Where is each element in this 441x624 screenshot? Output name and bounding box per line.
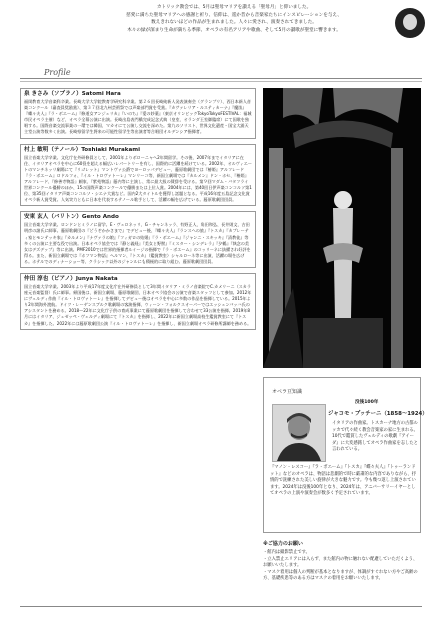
header-divider xyxy=(20,78,422,82)
intro-line: 木々の緑が深まり生命が満ちる季節、オペラの有名アリアや歌曲、そして5月の讃歌が聖堂に響きます。 xyxy=(127,27,341,33)
profile-name: 安東 玄人（バリトン）Gento Ando xyxy=(24,214,119,221)
request-heading: ※ご協力のお願い xyxy=(263,541,303,547)
profile-piano xyxy=(20,273,256,330)
opera-tag: オペラ豆知識 xyxy=(272,389,303,395)
profiles-column xyxy=(20,88,256,335)
profile-body: 福岡教育大学音楽科卒業。長崎大学大学院教育学研究科卒業。第２６回長崎純新人発表演奏会（グランプリ）、西日本新人音楽コンクール（審査員奨励賞）、第３７回北九州芸術祭では声楽部門賞を受賞。『カヴァレリア・ルスティカーナ』『魔笛』『蝶々夫人』『ラ・ボエーム』『修道女アンジェリカ』『いのち』『愛の妙薬』（東京オリンピックTokyoTokyoFESTIVAL：福城市民オペラ主催）など、オペラ全幕公演に出演。長崎出島表門橋完成記念式典（皇室、オランダ王室御臨席）にて国歌を独唱する。国際音楽交流事業の一環では韓国、マカオにて公演し交流を深めた。第九のソリスト、世界文化遺産・国宝大浦天主堂公演等数多く出演。長崎県留学生将来の可能性留学生等出演者等合唱団オルデンシア指揮者。 xyxy=(24,99,252,135)
church-logo-icon xyxy=(395,8,425,38)
puccini-portrait xyxy=(272,404,326,462)
church-interior-photo xyxy=(263,88,421,368)
intro-text xyxy=(98,4,370,34)
profile-baritone xyxy=(20,211,256,268)
profile-name: 仲田 淳也（ピアノ）Junya Nakata xyxy=(24,275,118,282)
intro-line: 数えきれないほどの作品が生まれました。人々に愛され、演奏されてきました。 xyxy=(151,20,317,26)
composer-works: 『マノン・レスコー』『ラ・ボエーム』『トスカ』『蝶々夫人』『トゥーランドット』などのオペラは、物語は悲劇的で時に厳粛的な内容でありながら、抒情的で洗練された美しい旋律が大きな魅力です。今も幾つ返し上演されています。2024年は没後100年となり、2024年は、アニバーサリーイヤーとしてオペラの上演や演奏会が数多く予定されています。 xyxy=(270,465,417,497)
portrait-illustration xyxy=(273,405,325,461)
profile-heading: Profile xyxy=(44,68,71,77)
profile-body: 国立音楽大学卒業。2003年より平成17年度文化庁在外研修員として3年間イタリア・ミラノ音楽院でC.カメリーニ（スカラ座元音楽監督）氏に師事。帰国後は、新国立劇場、藤原歌劇団、日本オペラ協会の公演で音楽スタッフとして参加。2012年にヴェルディ作曲『イル・トロヴァトーレ』を指揮してデビュー後はオペラを中心に多数の作品を指揮している。2015年より2年間海外渡航。ドイツ・レーゲンスブルク歌劇場の客演指揮、ウィーン・フォルクスオーパーではエッシェンバッハ氏のアシスタントを務める。2018～22年に文化庁子供の育成事業にて藤原歌劇団を指揮して合わせて33公演を指揮。2019年8月にはイタリア、ジュゼッペ・ヴェルディ劇場にて『トスカ』を指揮し、2022年に新国立劇場高校生鑑賞教室にて『トスカ』を指揮した。2022年には藤原歌劇団公演『イル・トロヴァトーレ』を指揮し、新国立劇場オペラ研修所講師を務める。 xyxy=(24,283,252,326)
profile-soprano xyxy=(20,88,256,139)
intro-line: カトリック教会では、5月は聖母マリアを讃える「聖母月」と仰いました。 xyxy=(156,5,312,10)
profile-body: 国立音楽大学卒業。文化庁在外研修員として、2001年よりボローニャへ2年間留学。その後、2007年までイタリアに在住、イタリアオペラを中心に60役を超える幅広いレパートリーを有し、国際的に活躍を続けている。2002年、オルヴィエートのマンチネッリ劇場にて『リゴレット』マントヴァ公爵でヨーロッパデビュー、藤原歌劇団では『椿姫』アルフレード『ラ・ボエーム』ロドルフォ、『イル・トロヴァトーレ』マンリーコ等、新国立劇場では『カルメン』ドン・ホセ、『椿姫』アルフレード、『修善寺物語』頼家、『紫苑物語』藤内等に主演し、常に最大級の賛辞を受ける。第９回マダム・バタフライ世界コンクール優勝のほか、15の国際声楽コンクールで優勝または上位入賞。2004年には、第40回日伊声楽コンコルソ第1位、第35回イタリア声楽コンコルソ・シエナ大賞など。国内2大タイトルを獲得し話題となる。平成16年度五島記念文化賞オペラ新人賞受賞。人気実力ともに日本を代表するテノール歌手として、活躍の幅を広げている。藤原歌劇団団員。 xyxy=(24,154,252,203)
composer-bio: イタリアの作曲家。トスカーナ地方の古都ルッカで代々続く教会音楽家の家に生まれる。10代で鑑賞したヴェルディの歌劇『アイーダ』に大変感銘してオペラ作曲家を志したと言われている。 xyxy=(332,421,418,453)
profile-body: 国立音楽大学卒業。ロンドンとミラノに留学。E・ヴェロネッリ、G・チャンネッラ、有野正人、角田和弘、長井則文、吉田明彦の諸氏に師事。藤原歌劇団の『どうぞかかさまで』でデビュー後、『蝶々夫人』『ランスへの旅』『トスカ』『カプレーティ家とモンテッキ家』『カルメン』『ナヴァラの娘』『フィガロの結婚』『ラ・ボエーム』『ジャンニ・スキッキ』『清教徒』等多くの公演に主要な役で出演。日本オペラ協会では『静と義経』『美女と野獣』『ミスター・シンデレラ』『夕鶴』『執念の美女はデズデップ』等に出演。PMF2010では世界的指揮者ルイージの指揮で『ラ・ボエーム』のコッリーネに抜擢され好評を得る。また、新国立劇場では『ホフマン物語』ヘルマン、『トスカ』（鑑賞教室）シャルローネ等に出演、活躍の場を広げる。ホテルでのディナーショー等、クラシック以外のジャンルにも積極的に取り組む。藤原歌劇団団員。 xyxy=(24,222,251,264)
opera-anniversary: 没後100年 xyxy=(355,400,379,405)
request-body: ・館内は撮影禁止です。 ・立入禁止エリアには入らず、また館内の物に触れない配慮していただくよう、お願いいたします。 ・マスク着用は個人の判断が基本となりますが、体調がすぐれない方やご高齢の方、基礎疾患等のある方はマスクの着用をお願いいたします。 xyxy=(263,550,418,582)
composer-name: ジャコモ・プッチーニ（1858～1924） xyxy=(328,411,428,417)
church-interior-illustration xyxy=(263,88,421,368)
profile-name: 村上 敏明（テノール）Toshiaki Murakami xyxy=(24,146,141,153)
intro-line: 慈愛に満ちた聖母マリアへの感謝と祈り、信仰は、遥か昔から音楽家たちにインスピレーションを与え、 xyxy=(126,12,342,18)
footer-divider xyxy=(20,606,422,607)
profile-name: 泉 きさみ（ソプラノ）Satomi Hara xyxy=(24,91,121,97)
profile-tenor xyxy=(20,144,256,207)
